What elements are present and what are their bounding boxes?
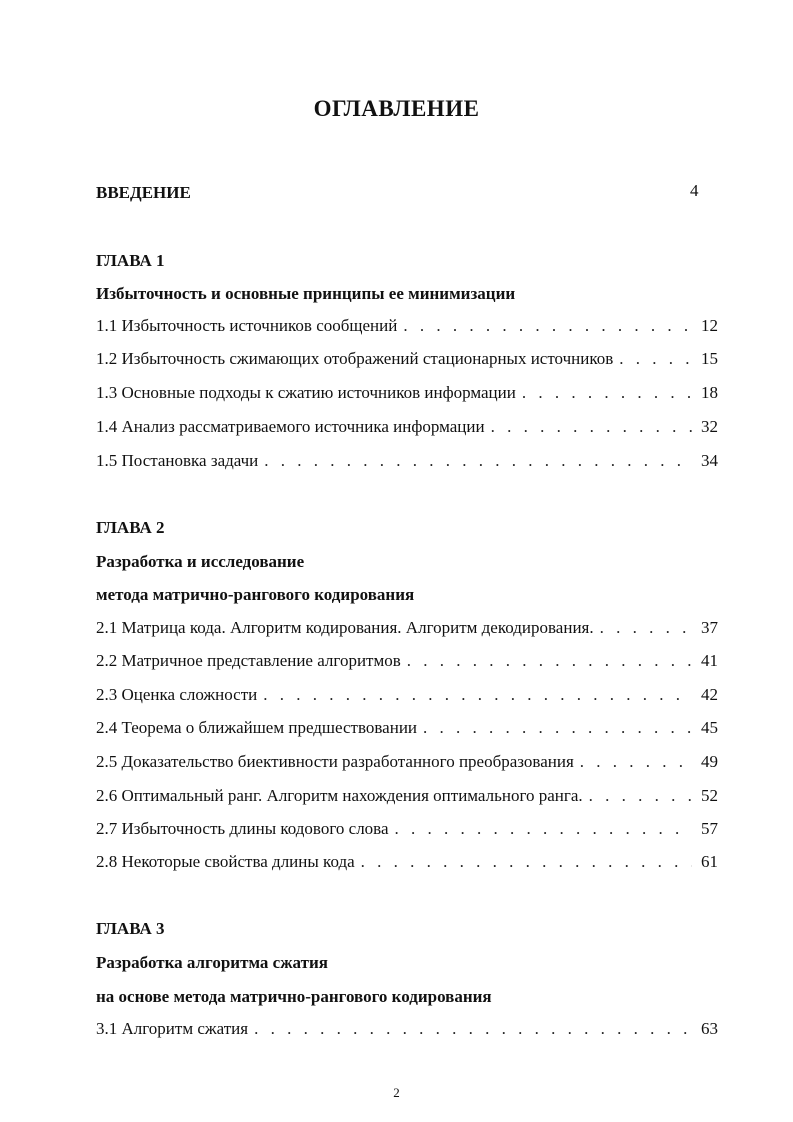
toc-entry-page: 42 [701,685,718,704]
page-title: ОГЛАВЛЕНИЕ [313,96,480,121]
chapter-1-subtitle: Избыточность и основные принципы ее минимизации [96,284,516,303]
toc-entry-1-5[interactable] [96,451,718,473]
chapter-2-subtitle-line-2: метода матрично-рангового кодирования [96,585,415,604]
toc-entry-text: 2.4 Теорема о ближайшем предшествовании [96,718,418,737]
toc-entry-text: 2.5 Доказательство биективности разработанного преобразования [96,752,574,771]
page-number: 2 [393,1085,400,1100]
toc-entry-page: 37 [701,618,718,637]
toc-entry-1-2[interactable] [96,349,718,371]
toc-entry-text: 2.3 Оценка сложности [96,685,258,704]
chapter-1-heading: ГЛАВА 1 [96,251,165,270]
toc-entry-1-3[interactable] [96,383,718,405]
leader-dots [403,316,692,336]
chapter-2-subtitle-line-1: Разработка и исследование [96,552,305,571]
toc-entry-2-6[interactable] [96,786,718,808]
leader-dots [491,417,692,437]
chapter-3-subtitle-line-2: на основе метода матрично-рангового кодирования [96,987,492,1006]
chapter-3-subtitle-line-1: Разработка алгоритма сжатия [96,953,328,972]
toc-entry-page: 41 [701,651,718,670]
leader-dots [423,718,692,738]
toc-entry-2-7[interactable] [96,819,718,841]
toc-entry-text: 2.2 Матричное представление алгоритмов [96,651,401,670]
toc-entry-2-1[interactable] [96,618,718,640]
toc-entry-page: 61 [701,852,718,871]
toc-entry-page: 18 [701,383,718,402]
leader-dots [395,819,692,839]
toc-entry-page: 49 [701,752,718,771]
toc-entry-page: 52 [701,786,718,805]
intro-label: ВВЕДЕНИЕ [96,183,191,202]
toc-entry-page: 15 [701,349,718,368]
toc-entry-text: 1.2 Избыточность сжимающих отображений стационарных источников [96,349,614,368]
toc-entry-page: 32 [701,417,718,436]
leader-dots [361,852,692,872]
toc-entry-2-5[interactable] [96,752,718,774]
chapter-3-heading: ГЛАВА 3 [96,919,165,938]
leader-dots [264,451,692,471]
toc-entry-2-2[interactable] [96,651,718,673]
chapter-2-heading: ГЛАВА 2 [96,518,165,537]
toc-entry-page: 45 [701,718,718,737]
toc-entry-page: 57 [701,819,718,838]
toc-entry-text: 3.1 Алгоритм сжатия [96,1019,249,1038]
leader-dots [254,1019,692,1039]
toc-entry-3-1[interactable] [96,1019,718,1041]
toc-entry-text: 2.8 Некоторые свойства длины кода [96,852,355,871]
leader-dots [580,752,692,772]
intro-page: 4 [690,181,699,200]
toc-entry-text: 2.1 Матрица кода. Алгоритм кодирования. Алгоритм декодирования. [96,618,594,637]
toc-entry-page: 34 [701,451,718,470]
toc-entry-text: 1.3 Основные подходы к сжатию источников информации [96,383,516,402]
toc-entry-text: 2.7 Избыточность длины кодового слова [96,819,389,838]
toc-entry-page: 63 [701,1019,718,1038]
leader-dots [619,349,692,369]
toc-entry-text: 2.6 Оптимальный ранг. Алгоритм нахождения оптимального ранга. [96,786,583,805]
leader-dots [522,383,692,403]
toc-entry-2-8[interactable] [96,852,718,874]
leader-dots [407,651,692,671]
leader-dots [600,618,692,638]
toc-entry-text: 1.4 Анализ рассматриваемого источника информации [96,417,485,436]
toc-entry-2-3[interactable] [96,685,718,707]
toc-entry-text: 1.1 Избыточность источников сообщений [96,316,398,335]
toc-entry-page: 12 [701,316,718,335]
toc-entry-2-4[interactable] [96,718,718,740]
toc-entry-1-4[interactable] [96,417,718,439]
leader-dots [589,786,692,806]
toc-entry-1-1[interactable] [96,316,718,338]
leader-dots [263,685,692,705]
toc-entry-text: 1.5 Постановка задачи [96,451,259,470]
